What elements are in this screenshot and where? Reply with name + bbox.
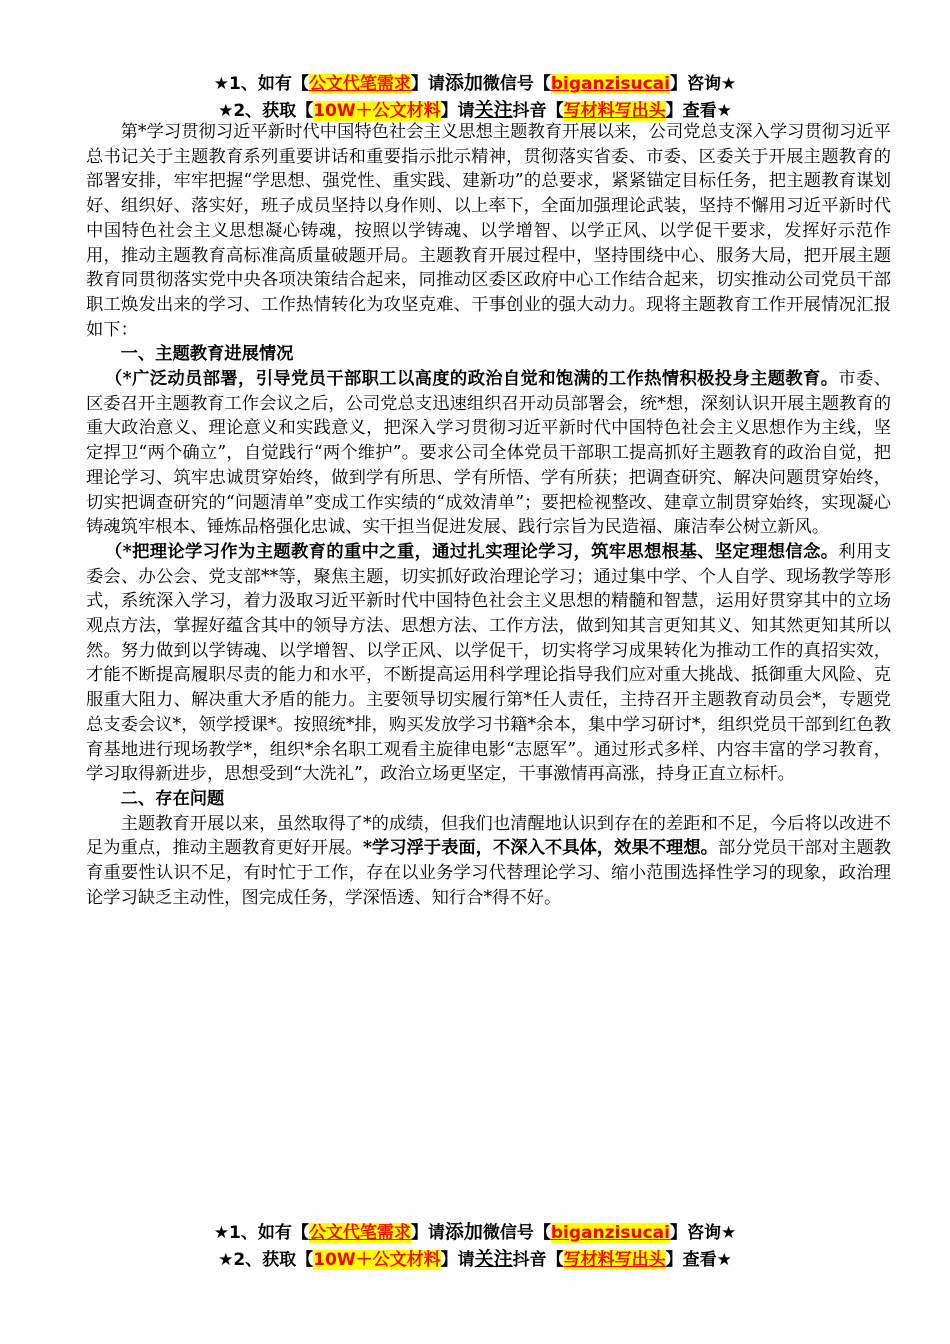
wechat-id: biganzisucai <box>550 1223 670 1243</box>
promo-highlight: 10W＋公文材料 <box>313 101 441 121</box>
promo-highlight: 10W＋公文材料 <box>313 1250 441 1270</box>
section-heading-2: 二、存在问题 <box>120 788 225 809</box>
section-heading-1: 一、主题教育进展情况 <box>120 344 294 365</box>
douyin-account: 写材料写出头 <box>563 101 666 121</box>
subsection-title-2: （*把理论学习作为主题教育的重中之重，通过扎实理论学习，筑牢思想根基、坚定理想信念。 <box>105 541 839 562</box>
subsection-2 <box>86 540 891 787</box>
promo-line-2: ★2、获取【10W＋公文材料】请关注抖音【写材料写出头】查看★ <box>218 1248 732 1270</box>
promo-banner-bottom <box>0 1219 950 1273</box>
promo-line-2: ★2、获取【10W＋公文材料】请关注抖音【写材料写出头】查看★ <box>218 99 732 121</box>
subsection-text-2: 利用支委会、办公会、党支部**等，聚焦主题，切实抓好政治理论学习；通过集中学、个人自学、现场教学等形式，系统深入学习，着力汲取习近平新时代中国特色社会主义思想的精髓和智慧，运用好贯穿其中的立场观点方法，掌握好蕴含其中的领导方法、思想方法、工作方法，做到知其言更知其义、知其然更知其所以然。努力做到以学铸魂、以学增智、以学正风、以学促干，切实将学习成果转化为推动工作的真招实效，才能不断提高履职尽责的能力和水平，不断提高运用科学理论指导我们应对重大挑战、抵御重大风险、克服重大阻力、解决重大矛盾的能力。主要领导切实履行第*任人责任，主持召开主题教育动员会*，专题党总支委会议*，领学授课*。按照统*排，购买发放学习书籍*余本，集中学习研讨*，组织党员干部到红色教育基地进行现场教学*，组织*余名职工观看主旋律电影“志愿军”。通过形式多样、内容丰富的学习教育，学习取得新进步，思想受到“大洗礼”，政治立场更坚定，干事激情再高涨，持身正直立标杆。 <box>86 541 891 785</box>
subsection-1 <box>86 367 891 540</box>
problems-paragraph: 主题教育开展以来，虽然取得了*的成绩，但我们也清醒地认识到存在的差距和不足，今后将以改进不足为重点，推动主题教育更好开展。*学习浮于表面，不深入不具体，效果不理想。部分党员干部对主题教育重要性认识不足，有时忙于工作，存在以业务学习代替理论学习、缩小范围选择性学习的现象，政治理论学习缺乏主动性，图完成任务，学深悟透、知行合*得不好。 <box>86 813 891 908</box>
intro-paragraph: 第*学习贯彻习近平新时代中国特色社会主义思想主题教育开展以来，公司党总支深入学习贯彻习近平总书记关于主题教育系列重要讲话和重要指示批示精神，贯彻落实省委、市委、区委关于开展主题教育的部署安排，牢牢把握“学思想、强党性、重实践、建新功”的总要求，紧紧锚定目标任务，把主题教育谋划好、组织好、落实好，班子成员坚持以身作则、以上率下，全面加强理论武装，坚持不懈用习近平新时代中国特色社会主义思想凝心铸魂，按照以学铸魂、以学增智、以学正风、以学促干要求，发挥好示范作用，推动主题教育高标准高质量破题开局。主题教育开展过程中，坚持围绕中心、服务大局，把开展主题教育同贯彻落实党中央各项决策结合起来，同推动区委区政府中心工作结合起来，切实推动公司党员干部职工焕发出来的学习、工作热情转化为攻坚克难、干事创业的强大动力。现将主题教育工作开展情况汇报如下： <box>86 122 891 340</box>
promo-highlight: 公文代笔需求 <box>308 74 411 94</box>
wechat-id: biganzisucai <box>550 74 670 94</box>
problem-title: *学习浮于表面，不深入不具体，效果不理想。 <box>362 838 718 859</box>
promo-banner-top <box>0 70 950 124</box>
douyin-account: 写材料写出头 <box>563 1250 666 1270</box>
promo-line-1: ★1、如有【公文代笔需求】请添加微信号【biganzisucai】咨询★ <box>213 1221 737 1243</box>
subsection-text-1: 市委、区委召开主题教育工作会议之后，公司党总支迅速组织召开动员部署会，统*想，深刻认识开展主题教育的重大政治意义、理论意义和实践意义，把深入学习贯彻习近平新时代中国特色社会主义思想作为主线，坚定捍卫“两个确立”，自觉践行“两个维护”。要求公司全体党员干部职工提高抓好主题教育的政治自觉，把理论学习、筑牢忠诚贯穿始终，做到学有所思、学有所悟、学有所获；把调查研究、解决问题贯穿始终，切实把调查研究的“问题清单”变成工作实绩的“成效清单”；要把检视整改、建章立制贯穿始终，实现凝心铸魂筑牢根本、锤炼品格强化忠诚、实干担当促进发展、践行宗旨为民造福、廉洁奉公树立新风。 <box>86 369 891 538</box>
document-body <box>86 120 891 911</box>
subsection-title-1: （*广泛动员部署，引导党员干部职工以高度的政治自觉和饱满的工作热情积极投身主题教育。 <box>105 369 839 390</box>
promo-highlight: 公文代笔需求 <box>308 1223 411 1243</box>
promo-line-1: ★1、如有【公文代笔需求】请添加微信号【biganzisucai】咨询★ <box>213 72 737 94</box>
